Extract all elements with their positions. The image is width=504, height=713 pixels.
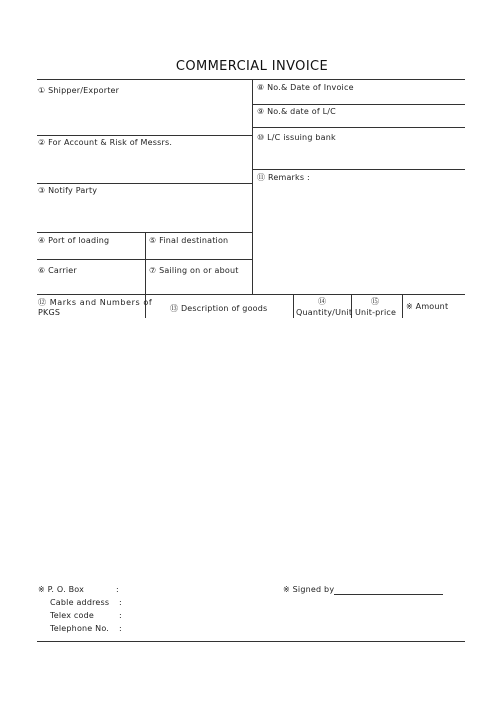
po-box-label: ※ P. O. Box bbox=[38, 585, 85, 594]
po-box-colon: : bbox=[116, 585, 119, 594]
cable-address-colon: : bbox=[119, 598, 122, 607]
left-divider bbox=[252, 79, 253, 295]
lc-no-label: ⑨ No.& date of L/C bbox=[257, 107, 336, 116]
goods-header-top bbox=[37, 294, 465, 295]
marks-header-line2: PKGS bbox=[38, 308, 61, 317]
remarks-label: ⑪ Remarks : bbox=[257, 173, 310, 182]
port-loading-label: ④ Port of loading bbox=[38, 236, 110, 245]
signature-line[interactable] bbox=[334, 594, 443, 595]
top-border bbox=[37, 79, 465, 80]
quantity-header-num: ⑭ bbox=[318, 297, 327, 306]
marks-header-line1: ⑫ Marks and Numbers of bbox=[38, 298, 153, 307]
col-div-4 bbox=[402, 294, 403, 318]
carrier-label: ⑥ Carrier bbox=[38, 266, 77, 275]
col-div-2 bbox=[293, 294, 294, 318]
divider-invoice bbox=[252, 104, 465, 105]
telex-code-label: Telex code bbox=[50, 611, 95, 620]
invoice-no-label: ⑧ No.& Date of Invoice bbox=[257, 83, 354, 92]
unit-price-header: Unit-price bbox=[355, 308, 397, 317]
divider-shipper bbox=[37, 135, 252, 136]
account-label: ② For Account & Risk of Messrs. bbox=[38, 138, 173, 147]
page-title: COMMERCIAL INVOICE bbox=[175, 59, 329, 74]
unit-price-header-num: ⑮ bbox=[371, 297, 380, 306]
telephone-label: Telephone No. bbox=[50, 624, 110, 633]
quantity-header: Quantity/Unit bbox=[296, 308, 353, 317]
telephone-colon: : bbox=[119, 624, 122, 633]
description-header: ⑬ Description of goods bbox=[170, 304, 268, 313]
divider-lc bbox=[252, 127, 465, 128]
lc-bank-label: ⑩ L/C issuing bank bbox=[257, 133, 336, 142]
notify-label: ③ Notify Party bbox=[38, 186, 98, 195]
amount-header: ※ Amount bbox=[406, 302, 449, 311]
bottom-border bbox=[37, 641, 465, 642]
divider-bank bbox=[252, 169, 465, 170]
final-destination-label: ⑤ Final destination bbox=[149, 236, 229, 245]
signed-by-label: ※ Signed by bbox=[283, 585, 335, 594]
divider-mid-vertical bbox=[145, 232, 146, 295]
cable-address-label: Cable address bbox=[50, 598, 110, 607]
telex-code-colon: : bbox=[119, 611, 122, 620]
divider-account bbox=[37, 183, 252, 184]
sailing-label: ⑦ Sailing on or about bbox=[149, 266, 239, 275]
shipper-label: ① Shipper/Exporter bbox=[38, 86, 120, 95]
